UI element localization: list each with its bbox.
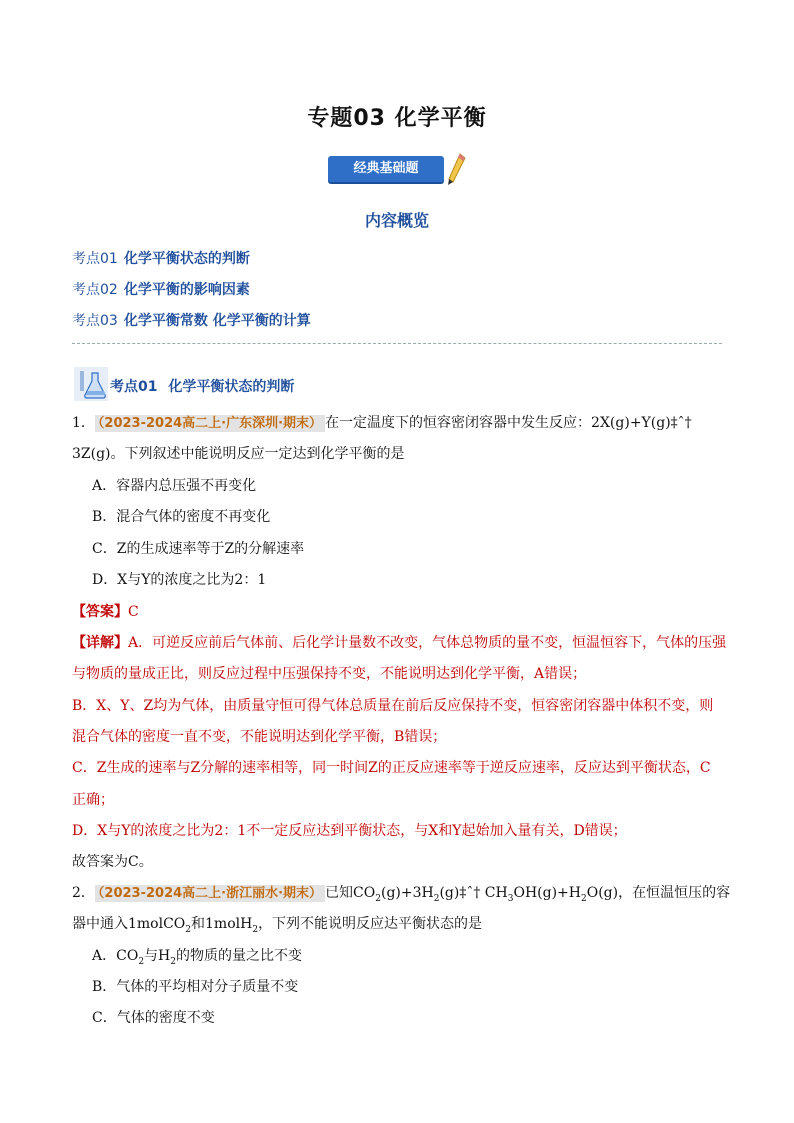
option-d: D．X与Y的浓度之比为2：1	[92, 572, 267, 588]
stem-text: 在一定温度下的恒容密闭容器中发生反应：2X(g)+Y(g)‡ˆ†	[325, 415, 692, 431]
subscript: 2	[138, 956, 145, 967]
subscript: 2	[580, 893, 587, 904]
detail-line: B．X、Y、Z均为气体，由质量守恒可得气体总质量在前后反应保持不变，恒容密闭容器中体积不变，则	[72, 698, 714, 714]
toc-text: 化学平衡状态的判断	[123, 251, 250, 267]
subscript: 2	[252, 924, 259, 935]
stem-text: 器中通入1molCO	[72, 916, 186, 932]
stem-text: 3Z(g)。下列叙述中能说明反应一定达到化学平衡的是	[72, 446, 405, 462]
toc-item	[72, 310, 311, 330]
stem-text: 和1molH	[191, 916, 253, 932]
page-title: 专题03 化学平衡	[307, 106, 487, 131]
pencil-icon	[446, 152, 466, 186]
question-number: 1．	[72, 415, 95, 431]
option-b: B．气体的平均相对分子质量不变	[92, 979, 299, 995]
subscript: 2	[433, 893, 440, 904]
option-c: C．Z的生成速率等于Z的分解速率	[92, 541, 305, 557]
answer	[72, 602, 139, 622]
stem-text: 已知CO	[325, 885, 376, 901]
question-number: 2．	[72, 885, 95, 901]
overview-heading: 内容概览	[364, 211, 429, 230]
stem-text: (g)‡ˆ† CH	[439, 885, 508, 901]
detail-text: A．可逆反应前后气体前、后化学计量数不改变，气体总物质的量不变，恒温恒容下，气体的压强	[128, 635, 727, 651]
toc-text: 化学平衡的影响因素	[123, 282, 250, 298]
detail-line: 混合气体的密度一直不变，不能说明达到化学平衡，B错误；	[72, 729, 447, 745]
answer-label: 【答案】	[72, 604, 128, 620]
detail-line	[72, 633, 726, 653]
option-a	[92, 946, 302, 972]
option-a: A．容器内总压强不再变化	[92, 478, 257, 494]
toc-key: 考点02	[72, 282, 118, 298]
toc-key: 考点01	[72, 251, 118, 267]
option-c: C．气体的密度不变	[92, 1010, 215, 1026]
stem-text	[72, 914, 482, 940]
detail-line: C．Z生成的速率与Z分解的速率相等，同一时间Z的正反应速率等于逆反应速率，反应达到平衡状态，C	[72, 760, 711, 776]
detail-line: 故答案为C。	[72, 854, 153, 870]
section-key: 考点01	[110, 379, 158, 395]
section-title: 化学平衡状态的判断	[168, 379, 295, 395]
toc-key: 考点03	[72, 313, 118, 329]
stem-text: ，下列不能说明反应达平衡状态的是	[258, 916, 483, 932]
stem-text: (g)+3H	[381, 885, 434, 901]
toc-text: 化学平衡常数 化学平衡的计算	[123, 313, 311, 329]
subscript: 2	[375, 893, 381, 904]
question-stem	[72, 413, 692, 434]
option-text: A．CO	[92, 948, 139, 964]
toc-item	[72, 248, 250, 268]
subscript: 2	[185, 924, 192, 935]
stem-text: O(g)，在恒温恒压的容	[586, 885, 731, 901]
option-text: 与H	[144, 948, 171, 964]
detail-line: 正确；	[72, 792, 114, 808]
flask-icon	[74, 367, 108, 401]
answer-value: C	[128, 604, 139, 620]
source-tag: （2023-2024高二上·广东深圳·期末）	[95, 415, 325, 432]
question-stem	[72, 883, 730, 909]
badge-label: 经典基础题	[328, 156, 444, 182]
detail-label: 【详解】	[72, 635, 128, 651]
stem-text: OH(g)+H	[513, 885, 581, 901]
option-b: B．混合气体的密度不再变化	[92, 509, 271, 525]
subscript: 2	[170, 956, 176, 967]
subscript: 3	[507, 893, 514, 904]
option-text: 的物质的量之比不变	[176, 948, 302, 964]
difficulty-badge	[324, 150, 460, 184]
detail-line: D．X与Y的浓度之比为2：1不一定反应达到平衡状态，与X和Y起始加入量有关，D错误；	[72, 823, 627, 839]
section-heading	[110, 376, 294, 396]
source-tag: （2023-2024高二上·浙江丽水·期末）	[95, 885, 325, 902]
detail-line: 与物质的量成正比，则反应过程中压强保持不变，不能说明达到化学平衡，A错误；	[72, 666, 587, 682]
toc-item	[72, 279, 250, 299]
divider	[72, 343, 722, 344]
